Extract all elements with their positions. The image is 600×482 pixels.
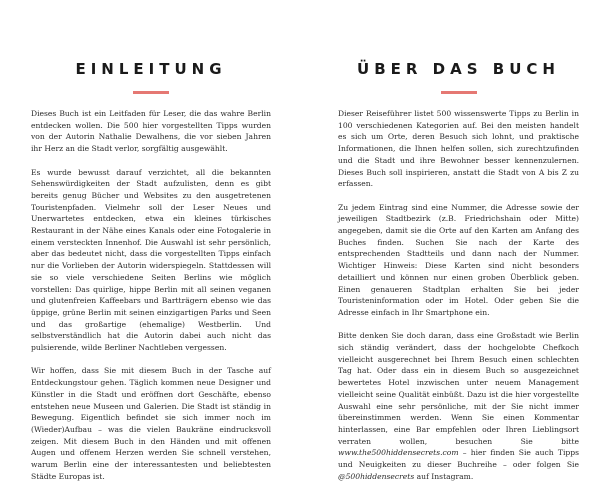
left-page-body — [31, 108, 271, 482]
instagram-handle[interactable]: @500hiddensecrets — [338, 471, 415, 481]
left-heading-underline — [133, 91, 169, 94]
website-link[interactable]: www.the500hiddensecrets.com — [338, 448, 459, 458]
right-page-heading: ÜBER DAS BUCH — [357, 60, 560, 78]
right-paragraph: Dieser Reiseführer listet 500 wissenswerte Tipps zu Berlin in 100 verschiedenen Kategorien auf. Bei den meisten handelt es sich um Orte, deren Besuch sich lohnt, und praktische Informationen, die Ihnen helfen sollen, sich zurechtzufinden und die Stadt und ihre Bewohner besser kennenzulernen. Dieses Buch soll inspirieren, anstatt die Stadt von A bis Z zu erfassen. — [338, 109, 579, 189]
left-paragraph: Wir hoffen, dass Sie mit diesem Buch in der Tasche auf Entdeckungstour gehen. Täglich kommen neue Designer und Künstler in die Stadt und eröffnen dort Geschäfte, ebenso entstehen neue Museen und Galerien. Die Stadt ist ständig in Bewegung. Eigentlich befindet sie sich immer noch im (Wieder)Aufbau – was die vielen Baukräne eindrucksvoll zeigen. Mit diesem Buch in den Händen und mit offenen Augen und offenem Herzen werden Sie schnell verstehen, warum Berlin eine der interessantesten und beliebtesten Städte Europas ist. — [31, 366, 271, 481]
right-paragraph-last — [338, 330, 579, 482]
right-last-text-middle: – hier finden Sie auch Tipps und Neuigkeiten zu dieser Buchreihe – oder folgen Sie — [338, 448, 579, 470]
right-last-text-end: auf Instagram. — [414, 471, 474, 481]
left-paragraph: Es wurde bewusst darauf verzichtet, all die bekannten Sehenswürdigkeiten der Stadt aufzulisten, denn es gibt bereits genug Bücher und Websites zu den ausgetretenen Touristenpfaden. Vielmehr soll der Leser Neues und Unerwartetes entdecken, etwa ein kleines türkisches Restaurant in der Nähe eines Kanals oder eine Fotogalerie in einem versteckten Innenhof. Die Auswahl ist sehr persönlich, aber das bedeutet nicht, dass die vorgestellten Tipps einfach nur die Vorlieben der Autorin widerspiegeln. Stattdessen will sie so viele verschiedene Seiten Berlins wie möglich vorstellen: Das quirlige, hippe Berlin mit all seinen veganen und glutenfreien Kaffeebars und Bartträgern ebenso wie das üppige, grüne Berlin mit seinen einzigartigen Parks und Seen und das großartige (ehemalige) Westberlin. Und selbstverständlich hat die Autorin dabei auch nicht das pulsierende, wilde Berliner Nachtleben vergessen. — [31, 167, 271, 353]
right-heading-underline — [441, 91, 477, 94]
right-last-text-start: Bitte denken Sie doch daran, dass eine Großstadt wie Berlin sich ständig verändert, dass der hochgelobte Chefkoch vielleicht ausgerechnet bei Ihrem Besuch einen schlechten Tag hat. Oder dass ein in diesem Buch so ausgezeichnet bewertetes Hotel inzwischen unter neuem Management vielleicht seine Qualität einbüßt. Dazu ist die hier vorgestellte Auswahl eine sehr persönliche, mit der Sie nicht immer übereinstimmen werden. Wenn Sie einen Kommentar hinterlassen, eine Bar empfehlen oder Ihren Lieblingsort verraten wollen, besuchen Sie bitte — [338, 331, 579, 446]
left-paragraph: Dieses Buch ist ein Leitfaden für Leser, die das wahre Berlin entdecken wollen. Die 500 hier vorgestellten Tipps wurden von der Autorin Nathalie Dewalhens, die vor sieben Jahren ihr Herz an die Stadt verlor, sorgfältig ausgewählt. — [31, 109, 271, 154]
left-page-heading: EINLEITUNG — [75, 60, 227, 78]
right-paragraph: Zu jedem Eintrag sind eine Nummer, die Adresse sowie der jeweiligen Stadtbezirk (z.B. Friedrichshain oder Mitte) angegeben, damit sie die Orte auf den Karten am Anfang des Buches finden. Suchen Sie nach der Karte des entsprechenden Stadtteils und dann nach der Nummer. Wichtiger Hinweis: Diese Karten sind nicht besonders detailliert und können nur einen groben Überblick geben. Einen genaueren Stadtplan erhalten Sie bei jeder Touristeninformation oder im Hotel. Oder geben Sie die Adresse einfach in Ihr Smartphone ein. — [338, 202, 579, 317]
right-page-body — [338, 108, 579, 482]
